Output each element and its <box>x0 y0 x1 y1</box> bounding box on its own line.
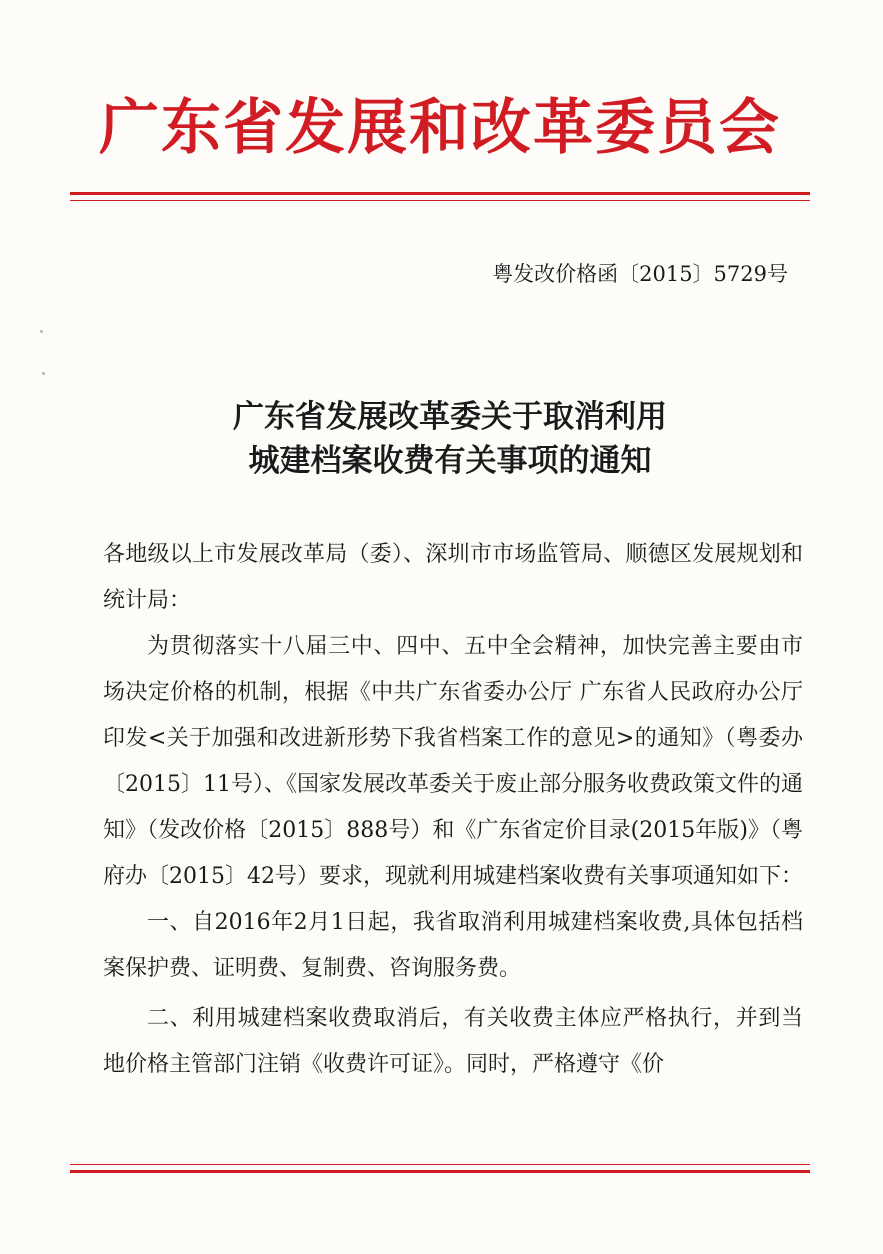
title-line-2: 城建档案收费有关事项的通知 <box>248 443 652 479</box>
title-line-1: 广东省发展改革委关于取消利用 <box>233 399 667 435</box>
document-number: 粤发改价格函〔2015〕5729号 <box>492 262 788 286</box>
paragraph-item-1: 一、自2016年2月1日起，我省取消利用城建档案收费,具体包括档案保护费、证明费、复制费、咨询服务费。 <box>103 910 803 981</box>
footer-rule-thin <box>70 1164 810 1165</box>
paragraph-item-2: 二、利用城建档案收费取消后，有关收费主体应严格执行，并到当地价格主管部门注销《收费许可证》。同时，严格遵守《价 <box>103 1006 803 1077</box>
document-title <box>110 395 790 483</box>
addressee: 各地级以上市发展改革局（委）、深圳市市场监管局、顺德区发展规划和统计局： <box>103 542 803 613</box>
paragraph-intro: 为贯彻落实十八届三中、四中、五中全会精神，加快完善主要由市场决定价格的机制，根据《中共广东省委办公厅 广东省人民政府办公厅印发<关于加强和改进新形势下我省档案工作的意见>的通知》（粤委办〔2015〕11号）、《国家发展改革委关于废止部分服务收费政策文件的通知》（发改价格〔2015〕888号）和《广东省定价目录(2015年版)》（粤府办〔2015〕42号）要求，现就利用城建档案收费有关事项通知如下： <box>103 634 803 889</box>
organization-header: 广东省发展和改革委员会 <box>99 93 781 163</box>
scan-speck <box>42 372 45 375</box>
header-rule-thick <box>70 192 810 195</box>
header-rule-thin <box>70 200 810 201</box>
document-body <box>103 532 803 1088</box>
scan-speck <box>40 330 43 333</box>
footer-rule-thick <box>70 1170 810 1173</box>
